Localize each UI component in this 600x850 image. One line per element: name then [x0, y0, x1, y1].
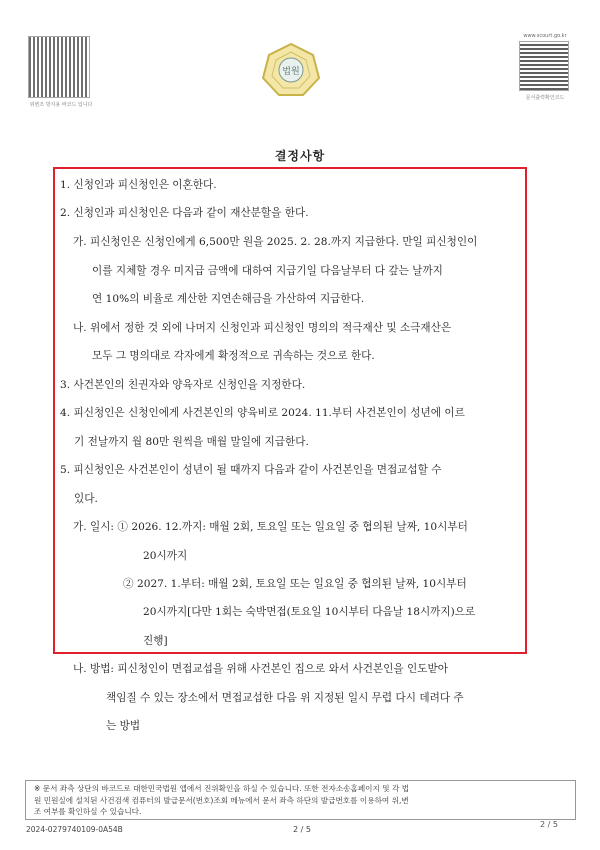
notice-line-2: 원 민원실에 설치된 사건검색 컴퓨터의 발급문서(번호)조회 메뉴에서 문서 좌측 하단의 발급번호를 이용하여 위,변 — [34, 795, 409, 805]
item-2-ga-line-2: 이를 지체할 경우 미지급 금액에 대하여 지급기일 다음날부터 다 갚는 날까지 — [92, 265, 443, 277]
document-number: 2024-0279740109-0A54B — [26, 825, 123, 834]
item-5-line-2: 있다. — [74, 493, 98, 505]
item-5-ga-line-3: ② 2027. 1.부터: 매월 2회, 토요일 또는 일요일 중 협의된 날짜, 10시부터 — [123, 578, 467, 590]
court-seal-icon — [261, 42, 321, 98]
page-number-center: 2 / 5 — [293, 825, 311, 834]
left-barcode — [28, 36, 90, 98]
item-5-line-1: 5. 피신청인은 사건본인이 성년이 될 때까지 다음과 같이 사건본인을 면접교섭할 수 — [60, 464, 442, 476]
verification-notice — [25, 780, 576, 820]
item-5-ga-line-1: 가. 일시: ① 2026. 12.까지: 매월 2회, 토요일 또는 일요일 중 협의된 날짜, 10시부터 — [73, 521, 468, 533]
right-barcode-caption: 문서출력확인코드 — [525, 95, 565, 101]
item-5-na-line-1: 나. 방법: 피신청인이 면접교섭을 위해 사건본인 집으로 와서 사건본인을 인도받아 — [73, 663, 448, 675]
item-5-ga-line-4: 20시까지[다만 1회는 숙박면접(토요일 10시부터 다음날 18시까지)으로 — [143, 606, 476, 618]
item-4-line-1: 4. 피신청인은 신청인에게 사건본인의 양육비로 2024. 11.부터 사건본인이 성년에 이르 — [60, 407, 465, 419]
item-2-na-line-1: 나. 위에서 정한 것 외에 나머지 신청인과 피신청인 명의의 적극재산 및 소극재산은 — [73, 322, 452, 334]
item-5-ga-line-5: 진행] — [143, 635, 168, 647]
item-2-na-line-2: 모두 그 명의대로 각자에게 확정적으로 귀속하는 것으로 한다. — [92, 350, 375, 362]
notice-line-3: 조 여부를 확인하실 수 있습니다. — [34, 807, 142, 816]
item-3: 3. 사건본인의 친권자와 양육자로 신청인을 지정한다. — [60, 379, 306, 391]
item-5-na-line-3: 는 방법 — [106, 720, 141, 732]
right-barcode — [519, 41, 569, 91]
item-2-ga-line-1: 가. 피신청인은 신청인에게 6,500만 원을 2025. 2. 28.까지 지급한다. 만일 피신청인이 — [73, 236, 478, 248]
item-1: 1. 신청인과 피신청인은 이혼한다. — [60, 179, 217, 191]
item-5-ga-line-2: 20시까지 — [143, 550, 188, 562]
item-4-line-2: 기 전날까지 월 80만 원씩을 매월 말일에 지급한다. — [74, 436, 309, 448]
left-barcode-caption: 위변조 방지용 바코드 입니다 — [29, 102, 93, 108]
page-number-right: 2 / 5 — [540, 820, 558, 829]
notice-line-1: ※ 문서 좌측 상단의 바코드로 대한민국법원 앱에서 진위확인을 하실 수 있습니다. 또한 전자소송홈페이지 및 각 법 — [34, 784, 410, 793]
court-url: www.scourt.go.kr — [523, 33, 567, 39]
item-5-na-line-2: 책임질 수 있는 장소에서 면접교섭한 다음 위 지정된 일시 무렵 다시 데려다 주 — [106, 692, 464, 704]
document-title: 결정사항 — [274, 149, 326, 163]
item-2-ga-line-3: 연 10%의 비율로 계산한 지연손해금을 가산하여 지급한다. — [92, 293, 365, 305]
item-2: 2. 신청인과 피신청인은 다음과 같이 재산분할을 한다. — [60, 207, 309, 219]
seal-text: 법원 — [282, 67, 300, 77]
